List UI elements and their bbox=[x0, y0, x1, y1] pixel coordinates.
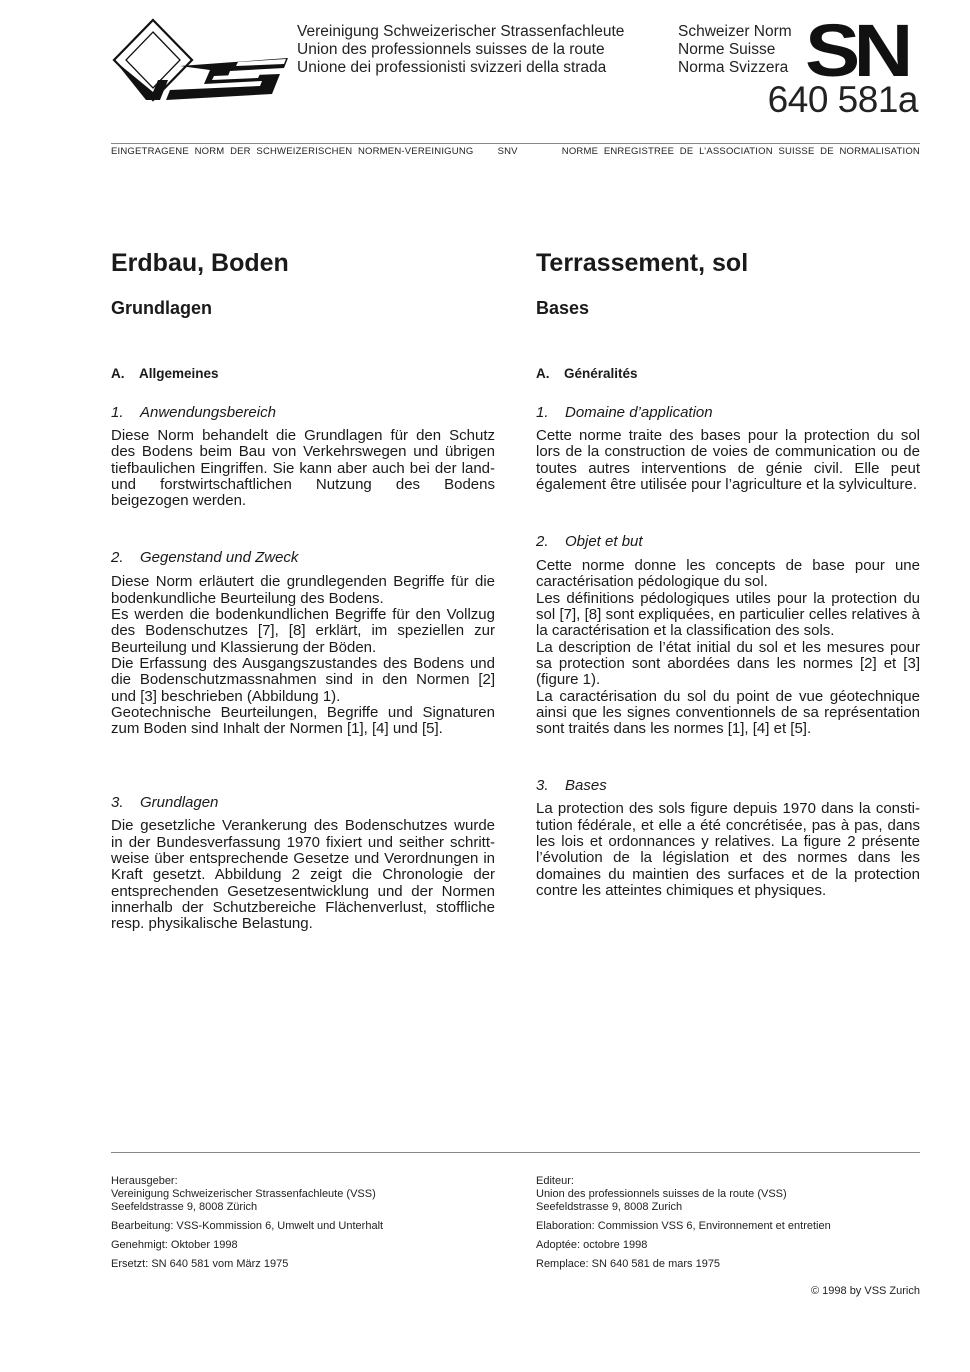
section-label: Généralités bbox=[564, 366, 638, 381]
organization-name-it: Unione dei professionisti svizzeri della strada bbox=[297, 59, 607, 76]
title-fr: Terrassement, sol bbox=[536, 249, 749, 277]
organization-name-de: Vereinigung Schweizerischer Strassenfachleute bbox=[297, 23, 625, 40]
subtitle-de: Grundlagen bbox=[111, 298, 213, 318]
subtitle-fr: Bases bbox=[536, 298, 590, 318]
footer-fr bbox=[536, 1175, 831, 1271]
paragraph-de-2b: Es werden die bodenkundlichen Begriffe für den Vollzug des Bodenschutzes [7], [8] erklärt, im speziellen zur Beurteilung und Klassierung der Böden. bbox=[111, 606, 495, 656]
norm-label-de: Schweizer Norm bbox=[678, 23, 792, 40]
paragraph-fr-2d: La caractérisation du sol du point de vue géotechnique ainsi que les signes conventionnels de sa représentation sont traités dans les normes [1], [4] et [5]. bbox=[536, 687, 920, 738]
subsection-label: Gegenstand und Zweck bbox=[140, 549, 299, 567]
subsection-number: 3. bbox=[536, 777, 549, 795]
footer-divider bbox=[111, 1152, 920, 1153]
publisher-label-de: Herausgeber: bbox=[111, 1175, 178, 1187]
subsection-label: Domaine d’application bbox=[565, 404, 713, 421]
paragraph-fr-1: Cette norme traite des bases pour la protection du sol lors de la construction de voies de communication ou de toutes autres interventions de génie civil. Elle peut également être utilisée pour l’agriculture et la sylviculture. bbox=[536, 427, 920, 493]
copyright: © 1998 by VSS Zurich bbox=[811, 1285, 920, 1297]
registry-left: EINGETRAGENE NORM DER SCHWEIZERISCHEN NORMEN-VEREINIGUNG bbox=[111, 146, 474, 157]
paragraph-de-2d: Geotechnische Beurteilungen, Begriffe und Signaturen zum Boden sind Inhalt der Normen [1], [4] und [5]. bbox=[111, 703, 495, 738]
subsection-heading-de-1 bbox=[111, 404, 495, 422]
vss-logo bbox=[110, 18, 290, 102]
section-number: A. bbox=[536, 366, 550, 381]
subsection-label: Objet et but bbox=[565, 533, 643, 551]
section-number: A. bbox=[111, 366, 125, 381]
registry-line bbox=[111, 146, 920, 157]
section-heading-de bbox=[111, 366, 495, 381]
subsection-heading-de-2 bbox=[111, 549, 495, 567]
paragraph-fr-2c: La description de l’état initial du sol et les mesures pour sa protection sont abordées dans les normes [2] et [3] (figure 1). bbox=[536, 638, 920, 689]
subsection-heading-fr-3 bbox=[536, 777, 920, 795]
title-de: Erdbau, Boden bbox=[111, 249, 289, 277]
paragraph-de-1: Diese Norm behandelt die Grundlagen für den Schutz des Bodens beim Bau von Verkehrswegen und übrigen tiefbaulichen Eingriffen. Sie kann aber auch bei der land- und forstwirtschaftlichen Nutzung des Bodens beigezogen werden. bbox=[111, 427, 495, 510]
paragraph-fr-2b: Les définitions pédologiques utiles pour la protection du sol [7], [8] sont expliquées, en particulier celles relatives à la caractérisation et la classification des sols. bbox=[536, 589, 920, 640]
approved-fr: Adoptée: octobre 1998 bbox=[536, 1239, 648, 1251]
subsection-label: Bases bbox=[565, 777, 607, 795]
norm-label-fr: Norme Suisse bbox=[678, 41, 776, 58]
publisher-name-fr: Union des professionnels suisses de la route (VSS) bbox=[536, 1188, 787, 1200]
replaces-fr: Remplace: SN 640 581 de mars 1975 bbox=[536, 1258, 721, 1270]
norm-label-it: Norma Svizzera bbox=[678, 59, 789, 76]
publisher-address-de: Seefeldstrasse 9, 8008 Zürich bbox=[111, 1201, 258, 1213]
publisher-address-fr: Seefeldstrasse 9, 8008 Zurich bbox=[536, 1201, 683, 1213]
subsection-heading-fr-1 bbox=[536, 404, 920, 422]
paragraph-de-3: Die gesetzliche Verankerung des Bodenschutzes wurde in der Bundesverfassung 1970 fixiert und seither schrittweise über entsprechende Gesetze und Verordnungen in Kraft gesetzt. Abbildung 2 zeigt die Chronologie der entsprechenden Gesetzesentwicklung und der Normen innerhalb der Schutzbereiche Flächenverlust, stoffliche resp. physikalische Belastung. bbox=[111, 817, 495, 933]
approved-de: Genehmigt: Oktober 1998 bbox=[111, 1239, 238, 1251]
norm-labels bbox=[678, 23, 792, 77]
vss-logo-graphic bbox=[110, 18, 290, 102]
replaces-de: Ersetzt: SN 640 581 vom März 1975 bbox=[111, 1258, 289, 1270]
subsection-number: 1. bbox=[536, 404, 549, 421]
subsection-label: Grundlagen bbox=[140, 794, 219, 812]
footer-de bbox=[111, 1175, 383, 1271]
editing-fr: Elaboration: Commission VSS 6, Environnement et entretien bbox=[536, 1220, 831, 1232]
norm-number: 640 581a bbox=[767, 79, 918, 120]
editing-de: Bearbeitung: VSS-Kommission 6, Umwelt und Unterhalt bbox=[111, 1220, 384, 1232]
subsection-number: 2. bbox=[536, 533, 549, 551]
organization-names bbox=[297, 23, 624, 77]
publisher-label-fr: Editeur: bbox=[536, 1175, 574, 1187]
paragraph-de-2c: Die Erfassung des Ausgangszustandes des Bodens und die Bodenschutzmassnahmen sind in den Normen [2] und [3] beschrieben (Abbildung 1). bbox=[111, 654, 495, 705]
subsection-number: 2. bbox=[111, 549, 124, 567]
sn-mark: SN bbox=[805, 9, 907, 92]
french-column bbox=[536, 248, 920, 899]
header-divider bbox=[111, 143, 920, 144]
subsection-heading-fr-2 bbox=[536, 533, 920, 551]
subsection-label: Anwendungsbereich bbox=[140, 404, 276, 421]
registry-center: SNV bbox=[497, 146, 518, 157]
german-column bbox=[111, 248, 495, 933]
registry-right: NORME ENREGISTREE DE L’ASSOCIATION SUISSE DE NORMALISATION bbox=[561, 146, 920, 157]
paragraph-fr-3: La protection des sols figure depuis 1970 dans la constitution fédérale, et elle a été concrétisée, pas à pas, dans les lois et ordonnances y relatives. La figure 2 présente l’évolution de la législation et des normes dans les domaines du maintien des surfaces et de la protection contre les atteintes chimiques et physiques. bbox=[536, 800, 920, 899]
subsection-number: 1. bbox=[111, 404, 124, 421]
section-label: Allgemeines bbox=[139, 366, 219, 381]
section-heading-fr bbox=[536, 366, 920, 381]
subsection-heading-de-3 bbox=[111, 794, 495, 812]
organization-name-fr: Union des professionnels suisses de la route bbox=[297, 41, 605, 58]
paragraph-fr-2a: Cette norme donne les concepts de base pour une caractérisation pédologique du sol. bbox=[536, 557, 920, 591]
publisher-name-de: Vereinigung Schweizerischer Strassenfachleute (VSS) bbox=[111, 1188, 376, 1200]
subsection-number: 3. bbox=[111, 794, 124, 812]
paragraph-de-2a: Diese Norm erläutert die grundlegenden Begriffe für die bodenkundliche Beurteilung des Bodens. bbox=[111, 573, 495, 607]
